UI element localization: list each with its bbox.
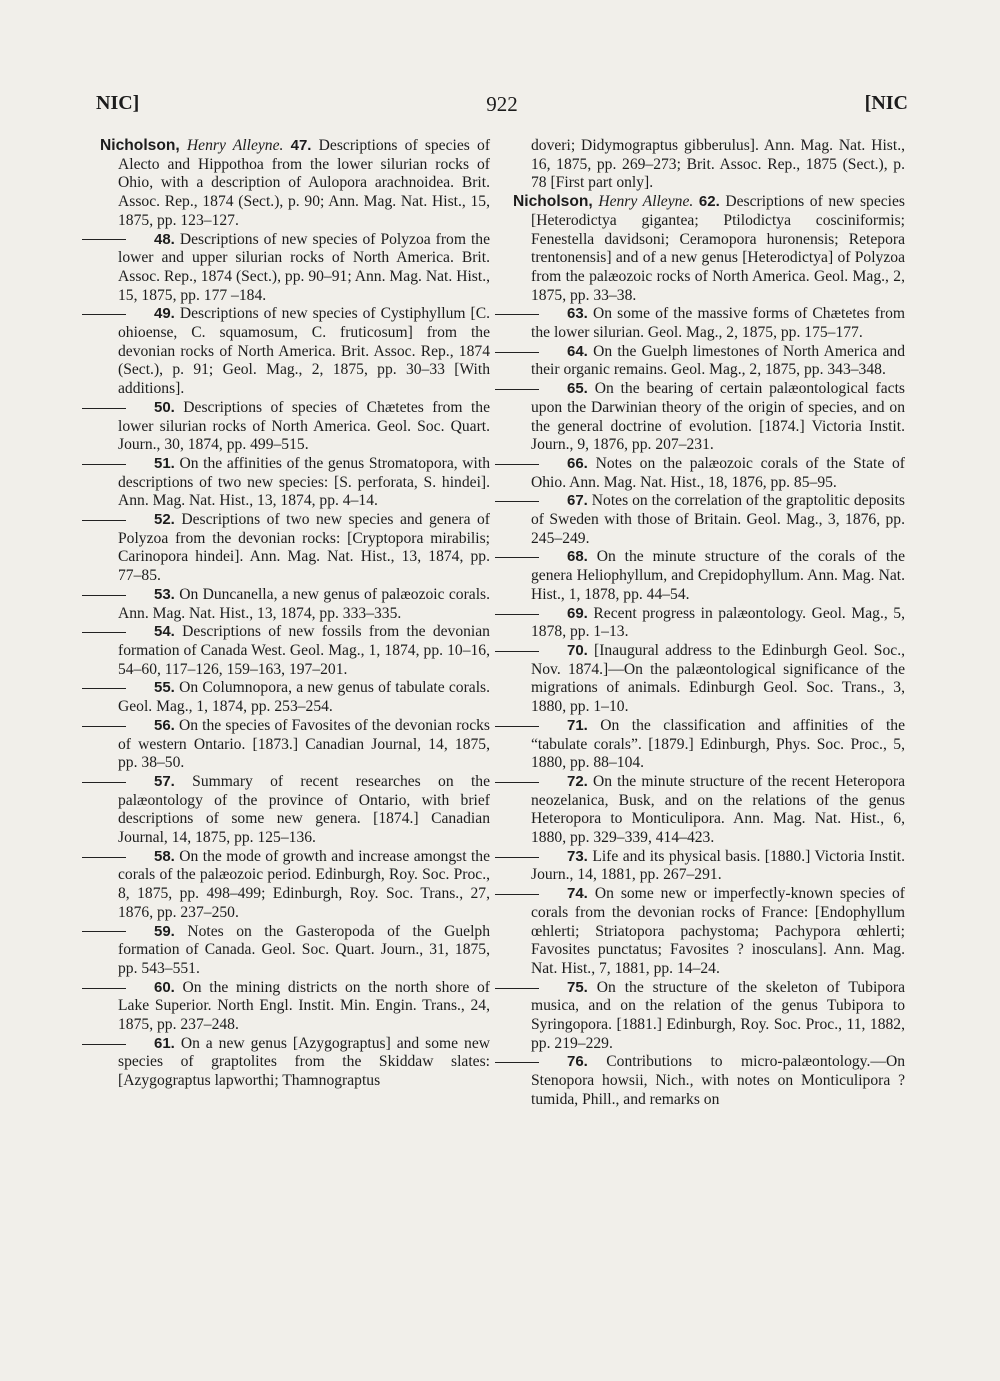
- entry-number: 55.: [154, 679, 175, 697]
- bibliography-entry: [513, 305, 905, 342]
- entry-text: Descriptions of species of Alecto and Hippothoa from the lower silurian rocks of Ohio, with a description of Aulopora arachnoidea. Brit. Assoc. Rep., 1874 (Sect.), p. 90; Ann. Mag. Nat. Hist., 15, 1875, pp. 123–127.: [118, 137, 491, 229]
- entry-text: On the species of Favosites of the devonian rocks of western Ontario. [1873.] Canadian Journal, 14, 1875, pp. 38–50.: [118, 716, 490, 772]
- ditto-dash: [100, 979, 154, 998]
- bibliography-entry: [100, 848, 490, 923]
- entry-number: 49.: [154, 305, 175, 323]
- ditto-dash: [100, 305, 154, 324]
- ditto-dash: [513, 455, 567, 474]
- entry-number: 59.: [154, 922, 175, 940]
- ditto-dash: [513, 1053, 567, 1072]
- right-column: [513, 137, 905, 1110]
- entry-number: 67.: [567, 492, 588, 510]
- ditto-dash: [100, 623, 154, 642]
- bibliography-entry: [513, 380, 905, 455]
- ditto-dash: [100, 1035, 154, 1054]
- ditto-dash: [513, 848, 567, 867]
- bibliography-entry: [513, 885, 905, 979]
- author-given-names: Henry Alleyne.: [598, 193, 694, 211]
- entry-number: 75.: [567, 978, 588, 996]
- ditto-dash: [100, 231, 154, 250]
- entry-text: On the mode of growth and increase amongst the corals of the palæozoic period. Edinburgh, Roy. Soc. Proc., 8, 1875, pp. 498–499; Edinburgh, Roy. Soc. Trans., 27, 1876, pp. 237–250.: [118, 847, 490, 921]
- bibliography-entry: [513, 455, 905, 492]
- entry-number: 47.: [290, 137, 312, 154]
- entry-text: Descriptions of new species of Cystiphyllum [C. ohioense, C. squamosum, C. fruticosum] from the devonian rocks of North America. Brit. Assoc. Rep., 1874 (Sect.), p. 91; Geol. Mag., 2, 1875, pp. 30–33 [With additions].: [118, 305, 491, 398]
- entry-text: Notes on the palæozoic corals of the State of Ohio. Ann. Mag. Nat. Hist., 18, 1876, pp. 85–95.: [531, 454, 905, 491]
- bibliography-entry: [513, 548, 905, 604]
- entry-text: On the structure of the skeleton of Tubipora musica, and on the relation of the genus Tubipora to Syringopora. [1881.] Edinburgh, Roy. Soc. Proc., 11, 1882, pp. 219–229.: [531, 978, 906, 1052]
- entry-text: [Inaugural address to the Edinburgh Geol. Soc., Nov. 1874.]—On the palæontological significance of the migrations of animals. Edinburgh Geol. Soc. Trans., 3, 1880, pp. 1–10.: [531, 641, 905, 716]
- ditto-dash: [100, 848, 154, 867]
- entry-number: 60.: [154, 978, 175, 996]
- entry-text: Notes on the Gasteropoda of the Guelph formation of Canada. Geol. Soc. Quart. Journ., 31, 1875, pp. 543–551.: [118, 922, 490, 977]
- ditto-dash: [100, 511, 154, 530]
- entry-number: 50.: [154, 398, 175, 416]
- entry-number: 73.: [567, 847, 588, 865]
- page-header: [96, 92, 908, 122]
- entry-number: 58.: [154, 847, 175, 865]
- entry-text: On the bearing of certain palæontological facts upon the Darwinian theory of the origin of species, and on the general doctrine of evolution. [1874.] Victoria Instit. Journ., 9, 1876, pp. 207–231.: [531, 380, 905, 454]
- ditto-dash: [513, 492, 567, 511]
- entry-number: 65.: [567, 380, 588, 398]
- entry-text: Recent progress in palæontology. Geol. Mag., 5, 1878, pp. 1–13.: [531, 604, 905, 641]
- entry-text: On Duncanella, a new genus of palæozoic corals. Ann. Mag. Nat. Hist., 13, 1874, pp. 333–335.: [118, 585, 490, 622]
- bibliography-entry: [100, 679, 490, 716]
- bibliography-entry: [100, 511, 490, 586]
- bibliography-entry: [100, 923, 490, 979]
- bibliography-entry: [513, 137, 905, 193]
- bibliography-entry: [100, 623, 490, 679]
- entry-text: Descriptions of species of Chætetes from the lower silurian rocks of North America. Geol. Soc. Quart. Journ., 30, 1874, pp. 499–515.: [118, 398, 490, 454]
- entry-number: 70.: [567, 641, 588, 659]
- entry-number: 63.: [567, 305, 588, 323]
- header-right: [NIC: [864, 92, 908, 114]
- ditto-dash: [513, 548, 567, 567]
- entry-text: Descriptions of new species [Heterodictya gigantea; Ptilodictya cosciniformis; Fenestella davidsoni; Ceramopora huronensis; Retepora trentonensis] and of a new genus [Heterodictya] of Polyzoa from the palæozoic rocks of North America. Geol. Mag., 2, 1875, pp. 33–38.: [531, 193, 905, 304]
- entry-text: On some of the massive forms of Chætetes from the lower silurian. Geol. Mag., 2, 1875, pp. 175–177.: [531, 305, 906, 342]
- entry-number: 74.: [567, 885, 588, 903]
- ditto-dash: [513, 343, 567, 362]
- entry-text: On the affinities of the genus Stromatopora, with descriptions of two new species: [S. perforata, S. hindei]. Ann. Mag. Nat. Hist., 13, 1874, pp. 4–14.: [118, 454, 490, 510]
- bibliography-entry: [100, 137, 490, 231]
- bibliography-entry: [513, 979, 905, 1054]
- entry-text: Notes on the correlation of the graptolitic deposits of Sweden with those of Britain. Geol. Mag., 3, 1876, pp. 245–249.: [531, 492, 905, 547]
- bibliography-entry: [513, 492, 905, 548]
- bibliography-entry: [513, 193, 905, 305]
- ditto-dash: [513, 305, 567, 324]
- entry-number: 62.: [698, 193, 720, 211]
- entry-text: Descriptions of new species of Polyzoa from the lower and upper silurian rocks of North America. Brit. Assoc. Rep., 1874 (Sect.), pp. 90–91; Ann. Mag. Nat. Hist., 15, 1875, pp. 177 –184.: [118, 230, 490, 304]
- entry-text: On the Guelph limestones of North America and their organic remains. Geol. Mag., 2, 1875, pp. 343–348.: [531, 342, 905, 379]
- bibliography-entry: [100, 586, 490, 623]
- entry-number: 64.: [567, 342, 588, 360]
- bibliography-entry: [513, 848, 905, 885]
- entry-number: 52.: [154, 511, 175, 529]
- bibliography-entry: [100, 979, 490, 1035]
- bibliography-entry: [100, 717, 490, 773]
- bibliography-entry: [100, 399, 490, 455]
- entry-number: 68.: [567, 548, 588, 566]
- entry-text: On some new or imperfectly-known species of corals from the devonian rocks of France: [Endophyllum œhlerti; Striatopora pachystoma; Pachypora œhlerti; Favosites punctatus; Favosites ? inosculans]. Ann. Mag. Nat. Hist., 7, 1881, pp. 14–24.: [531, 885, 905, 977]
- bibliography-entry: [513, 605, 905, 642]
- ditto-dash: [513, 885, 567, 904]
- entry-number: 57.: [154, 772, 175, 790]
- page-number: 922: [486, 92, 518, 116]
- entry-number: 71.: [567, 716, 588, 734]
- entry-text: On the mining districts on the north shore of Lake Superior. North Engl. Instit. Min. Engin. Trans., 24, 1875, pp. 237–248.: [118, 978, 490, 1034]
- ditto-dash: [100, 717, 154, 736]
- entry-number: 72.: [567, 772, 588, 790]
- ditto-dash: [100, 773, 154, 792]
- bibliography-entry: [100, 1035, 490, 1091]
- ditto-dash: [100, 679, 154, 698]
- entry-text: Life and its physical basis. [1880.] Victoria Instit. Journ., 14, 1881, pp. 267–291.: [531, 847, 905, 884]
- bibliography-entry: [100, 231, 490, 306]
- entry-text: Summary of recent researches on the palæontology of the province of Ontario, with brief descriptions of some new genera. [1874.] Canadian Journal, 14, 1875, pp. 125–136.: [118, 772, 490, 847]
- entry-number: 51.: [154, 454, 175, 472]
- entry-number: 76.: [567, 1053, 588, 1071]
- entry-text: Descriptions of two new species and genera of Polyzoa from the devonian rocks: [Cryptopora mirabilis; Carinopora hindei]. Ann. Mag. Nat. Hist., 13, 1874, pp. 77–85.: [118, 511, 490, 585]
- ditto-dash: [100, 923, 154, 942]
- ditto-dash: [100, 455, 154, 474]
- bibliography-entry: [100, 455, 490, 511]
- ditto-dash: [100, 399, 154, 418]
- left-column: [100, 137, 490, 1091]
- bibliography-entry: [513, 343, 905, 380]
- bibliography-entry: [513, 1053, 905, 1109]
- entry-number: 69.: [567, 604, 588, 622]
- entry-number: 56.: [154, 716, 175, 734]
- entry-number: 61.: [154, 1034, 175, 1052]
- author-name: Nicholson,: [100, 137, 180, 154]
- ditto-dash: [100, 586, 154, 605]
- entry-number: 48.: [154, 230, 175, 248]
- entry-text: On the minute structure of the corals of the genera Heliophyllum, and Crepidophyllum. Ann. Mag. Nat. Hist., 1, 1878, pp. 44–54.: [531, 548, 905, 603]
- bibliography-entry: [100, 773, 490, 848]
- bibliography-entry: [513, 642, 905, 717]
- entry-text: On the classification and affinities of the “tabulate corals”. [1879.] Edinburgh, Phys. Soc. Proc., 5, 1880, pp. 88–104.: [531, 716, 905, 772]
- ditto-dash: [513, 642, 567, 661]
- author-given-names: Henry Alleyne.: [186, 137, 284, 154]
- entry-text: On a new genus [Azygograptus] and some new species of graptolites from the Skiddaw slates: [Azygograptus lapworthi; Thamnograptus: [118, 1034, 491, 1090]
- bibliography-entry: [513, 773, 905, 848]
- entry-text: doveri; Didymograptus gibberulus]. Ann. Mag. Nat. Hist., 16, 1875, pp. 269–273; Brit. Assoc. Rep., 1875 (Sect.), p. 78 [First part only].: [531, 137, 905, 192]
- ditto-dash: [513, 380, 567, 399]
- ditto-dash: [513, 717, 567, 736]
- entry-number: 54.: [154, 623, 175, 641]
- ditto-dash: [513, 773, 567, 792]
- entry-number: 66.: [567, 454, 588, 472]
- entry-text: Descriptions of new fossils from the devonian formation of Canada West. Geol. Mag., 1, 1874, pp. 10–16, 54–60, 117–126, 159–163, 197–201.: [118, 623, 490, 678]
- ditto-dash: [513, 605, 567, 624]
- bibliography-entry: [513, 717, 905, 773]
- entry-text: On the minute structure of the recent Heteropora neozelanica, Busk, and on the relations of the genus Heteropora to Monticulipora. Ann. Mag. Nat. Hist., 6, 1880, pp. 329–339, 414–423.: [531, 772, 905, 847]
- ditto-dash: [513, 979, 567, 998]
- bibliography-entry: [100, 305, 490, 399]
- entry-text: On Columnopora, a new genus of tabulate corals. Geol. Mag., 1, 1874, pp. 253–254.: [118, 679, 490, 716]
- entry-number: 53.: [154, 585, 175, 603]
- author-name: Nicholson,: [513, 193, 593, 211]
- entry-text: Contributions to micro-palæontology.—On Stenopora howsii, Nich., with notes on Monticulipora ? tumida, Phill., and remarks on: [531, 1053, 906, 1108]
- header-left: NIC]: [96, 92, 140, 114]
